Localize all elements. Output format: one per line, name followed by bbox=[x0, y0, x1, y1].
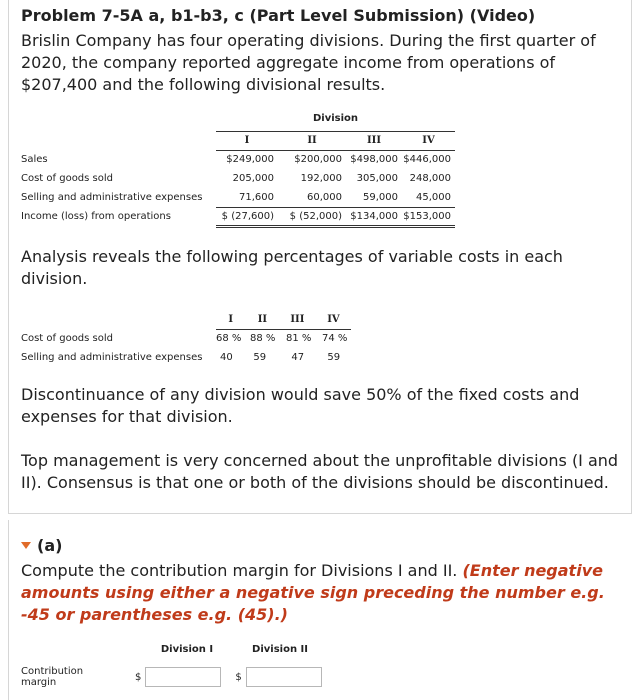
division-i-contribution-input[interactable] bbox=[145, 667, 221, 687]
analysis-text: Analysis reveals the following percentages of variable costs in each division. bbox=[21, 247, 563, 288]
col-header-i: I bbox=[216, 310, 245, 329]
currency-symbol: $ bbox=[235, 671, 242, 683]
problem-title: Problem 7-5A a, b1-b3, c (Part Level Submission) (Video) bbox=[21, 6, 536, 25]
cell: $249,000 bbox=[226, 154, 274, 166]
cell: 59 bbox=[253, 352, 267, 363]
row-label: Income (loss) from operations bbox=[21, 211, 171, 222]
cell: $ (52,000) bbox=[278, 207, 346, 226]
col-header-iii: III bbox=[346, 131, 402, 150]
division-header: Division bbox=[312, 113, 359, 125]
cell: 47 bbox=[291, 352, 305, 363]
cell: $498,000 bbox=[350, 154, 398, 166]
row-label: Cost of goods sold bbox=[21, 333, 114, 344]
variable-cost-table bbox=[21, 310, 351, 367]
table-row bbox=[21, 150, 455, 169]
col-header-ii: II bbox=[278, 131, 346, 150]
cell: 81 % bbox=[286, 333, 312, 345]
contribution-margin-row bbox=[21, 666, 322, 688]
cell: 205,000 bbox=[232, 173, 274, 184]
cell: $134,000 bbox=[346, 207, 402, 226]
col-header-iii: III bbox=[279, 310, 315, 329]
row-label: Cost of goods sold bbox=[21, 173, 114, 184]
col-header-division-i: Division I bbox=[160, 644, 214, 655]
cell: 59,000 bbox=[346, 188, 402, 207]
question-text: Compute the contribution margin for Divisions I and II. bbox=[21, 561, 463, 580]
question-instruction: (Enter negative amounts using either a negative sign preceding the number e.g. -45 or parentheses e.g. (45).) bbox=[21, 561, 605, 624]
part-a-question bbox=[21, 560, 621, 626]
table-row bbox=[21, 169, 455, 188]
col-header-i: I bbox=[216, 131, 278, 150]
row-label: Selling and administrative expenses bbox=[21, 192, 203, 203]
discontinuance-text: Discontinuance of any division would save 50% of the fixed costs and expenses for that division. bbox=[21, 385, 580, 426]
cell: 59 bbox=[327, 352, 341, 363]
cell: $153,000 bbox=[402, 207, 455, 226]
management-text: Top management is very concerned about the unprofitable divisions (I and II). Consensus is that one or both of the divisions should be discontinued. bbox=[21, 451, 619, 492]
row-label: Sales bbox=[21, 154, 48, 165]
col-header-division-ii: Division II bbox=[252, 644, 308, 655]
cell: $446,000 bbox=[403, 154, 451, 166]
cell: $ (27,600) bbox=[216, 207, 278, 226]
col-header-iv: IV bbox=[315, 310, 351, 329]
cell: 305,000 bbox=[356, 173, 398, 184]
intro-text: Brislin Company has four operating divisions. During the first quarter of 2020, the company reported aggregate income from operations of $207,400 and the following divisional results. bbox=[21, 31, 596, 94]
collapse-triangle-icon[interactable] bbox=[21, 542, 31, 549]
col-header-iv: IV bbox=[402, 131, 455, 150]
table-row bbox=[21, 207, 455, 226]
cell: 60,000 bbox=[278, 188, 346, 207]
cell: 68 % bbox=[216, 333, 242, 345]
cell: 88 % bbox=[250, 333, 276, 345]
row-label: Contribution margin bbox=[21, 666, 84, 688]
table-row bbox=[21, 329, 351, 348]
cell: $200,000 bbox=[294, 154, 342, 166]
table-row bbox=[21, 188, 455, 207]
part-a-section bbox=[8, 520, 632, 700]
part-a-label: (a) bbox=[37, 536, 63, 555]
cell: 40 bbox=[220, 352, 233, 363]
row-label: Selling and administrative expenses bbox=[21, 352, 203, 363]
cell: 248,000 bbox=[409, 173, 451, 184]
currency-symbol: $ bbox=[135, 671, 142, 683]
divisional-results-table bbox=[21, 112, 461, 228]
division-ii-contribution-input[interactable] bbox=[246, 667, 322, 687]
col-header-ii: II bbox=[245, 310, 279, 329]
part-a-heading[interactable] bbox=[21, 536, 62, 555]
cell: 71,600 bbox=[216, 188, 278, 207]
problem-panel bbox=[8, 0, 632, 514]
table-row bbox=[21, 348, 351, 367]
cell: 192,000 bbox=[300, 173, 342, 184]
cell: 74 % bbox=[322, 333, 348, 345]
cell: 45,000 bbox=[402, 188, 455, 207]
